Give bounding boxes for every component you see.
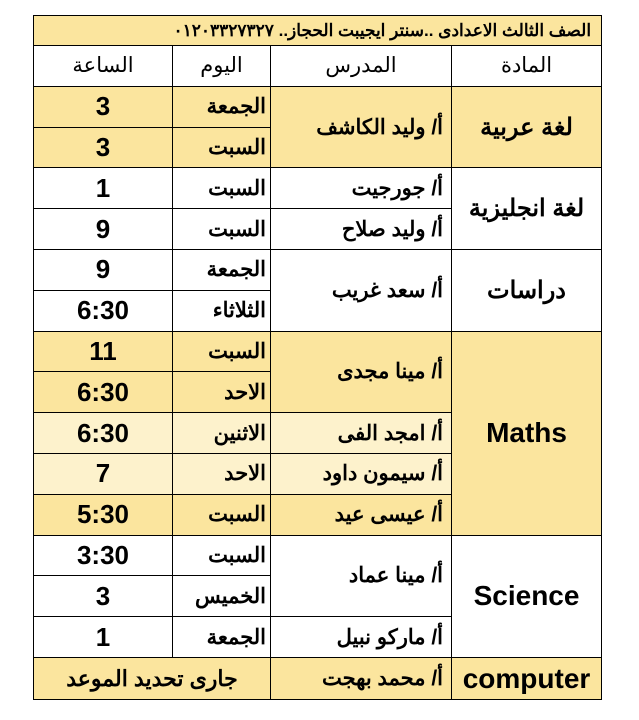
hour-cell: 1 <box>34 617 173 658</box>
subject-cell: Maths <box>452 331 602 535</box>
teacher-cell: أ/ امجد الفى <box>271 413 452 454</box>
day-cell: الجمعة <box>173 250 271 291</box>
hour-cell: 9 <box>34 250 173 291</box>
teacher-cell: أ/ وليد الكاشف <box>271 86 452 168</box>
day-cell: السبت <box>173 535 271 576</box>
day-cell: السبت <box>173 127 271 168</box>
day-cell: الثلاثاء <box>173 290 271 331</box>
teacher-cell: أ/ سيمون داود <box>271 454 452 495</box>
header-subject: المادة <box>452 46 602 87</box>
header-day: اليوم <box>173 46 271 87</box>
hour-cell: 3:30 <box>34 535 173 576</box>
hour-cell: 3 <box>34 576 173 617</box>
day-cell: السبت <box>173 168 271 209</box>
header-teacher: المدرس <box>271 46 452 87</box>
subject-cell: computer <box>452 658 602 700</box>
header-row <box>34 46 602 87</box>
teacher-cell: أ/ وليد صلاح <box>271 209 452 250</box>
hour-cell: 9 <box>34 209 173 250</box>
subject-cell: لغة عربية <box>452 86 602 168</box>
teacher-cell: أ/ عيسى عيد <box>271 494 452 535</box>
day-cell: السبت <box>173 494 271 535</box>
subject-cell: Science <box>452 535 602 657</box>
hour-cell: 3 <box>34 127 173 168</box>
hour-cell: 5:30 <box>34 494 173 535</box>
teacher-cell: أ/ جورجيت <box>271 168 452 209</box>
schedule-table <box>33 15 602 700</box>
hour-cell: 7 <box>34 454 173 495</box>
teacher-cell: أ/ محمد بهجت <box>271 658 452 700</box>
teacher-cell: أ/ سعد غريب <box>271 250 452 332</box>
day-cell: السبت <box>173 209 271 250</box>
hour-cell: 6:30 <box>34 413 173 454</box>
pending-note: جارى تحديد الموعد <box>34 658 271 700</box>
day-cell: الاحد <box>173 372 271 413</box>
day-cell: الجمعة <box>173 86 271 127</box>
teacher-cell: أ/ مينا مجدى <box>271 331 452 413</box>
hour-cell: 11 <box>34 331 173 372</box>
hour-cell: 1 <box>34 168 173 209</box>
day-cell: الاحد <box>173 454 271 495</box>
table-row <box>34 658 602 700</box>
table-row <box>34 331 602 372</box>
day-cell: الخميس <box>173 576 271 617</box>
hour-cell: 6:30 <box>34 372 173 413</box>
day-cell: الجمعة <box>173 617 271 658</box>
table-row <box>34 86 602 127</box>
table-row <box>34 535 602 576</box>
schedule-title: الصف الثالث الاعدادى ..سنتر ايجيبت الحجاز.. ٠١٢٠٣٣٢٧٣٢٧ <box>34 16 602 46</box>
subject-cell: لغة انجليزية <box>452 168 602 250</box>
title-row <box>34 16 602 46</box>
day-cell: الاثنين <box>173 413 271 454</box>
table-row <box>34 250 602 291</box>
day-cell: السبت <box>173 331 271 372</box>
hour-cell: 3 <box>34 86 173 127</box>
teacher-cell: أ/ مينا عماد <box>271 535 452 617</box>
header-hour: الساعة <box>34 46 173 87</box>
hour-cell: 6:30 <box>34 290 173 331</box>
subject-cell: دراسات <box>452 250 602 332</box>
teacher-cell: أ/ ماركو نبيل <box>271 617 452 658</box>
table-row <box>34 168 602 209</box>
